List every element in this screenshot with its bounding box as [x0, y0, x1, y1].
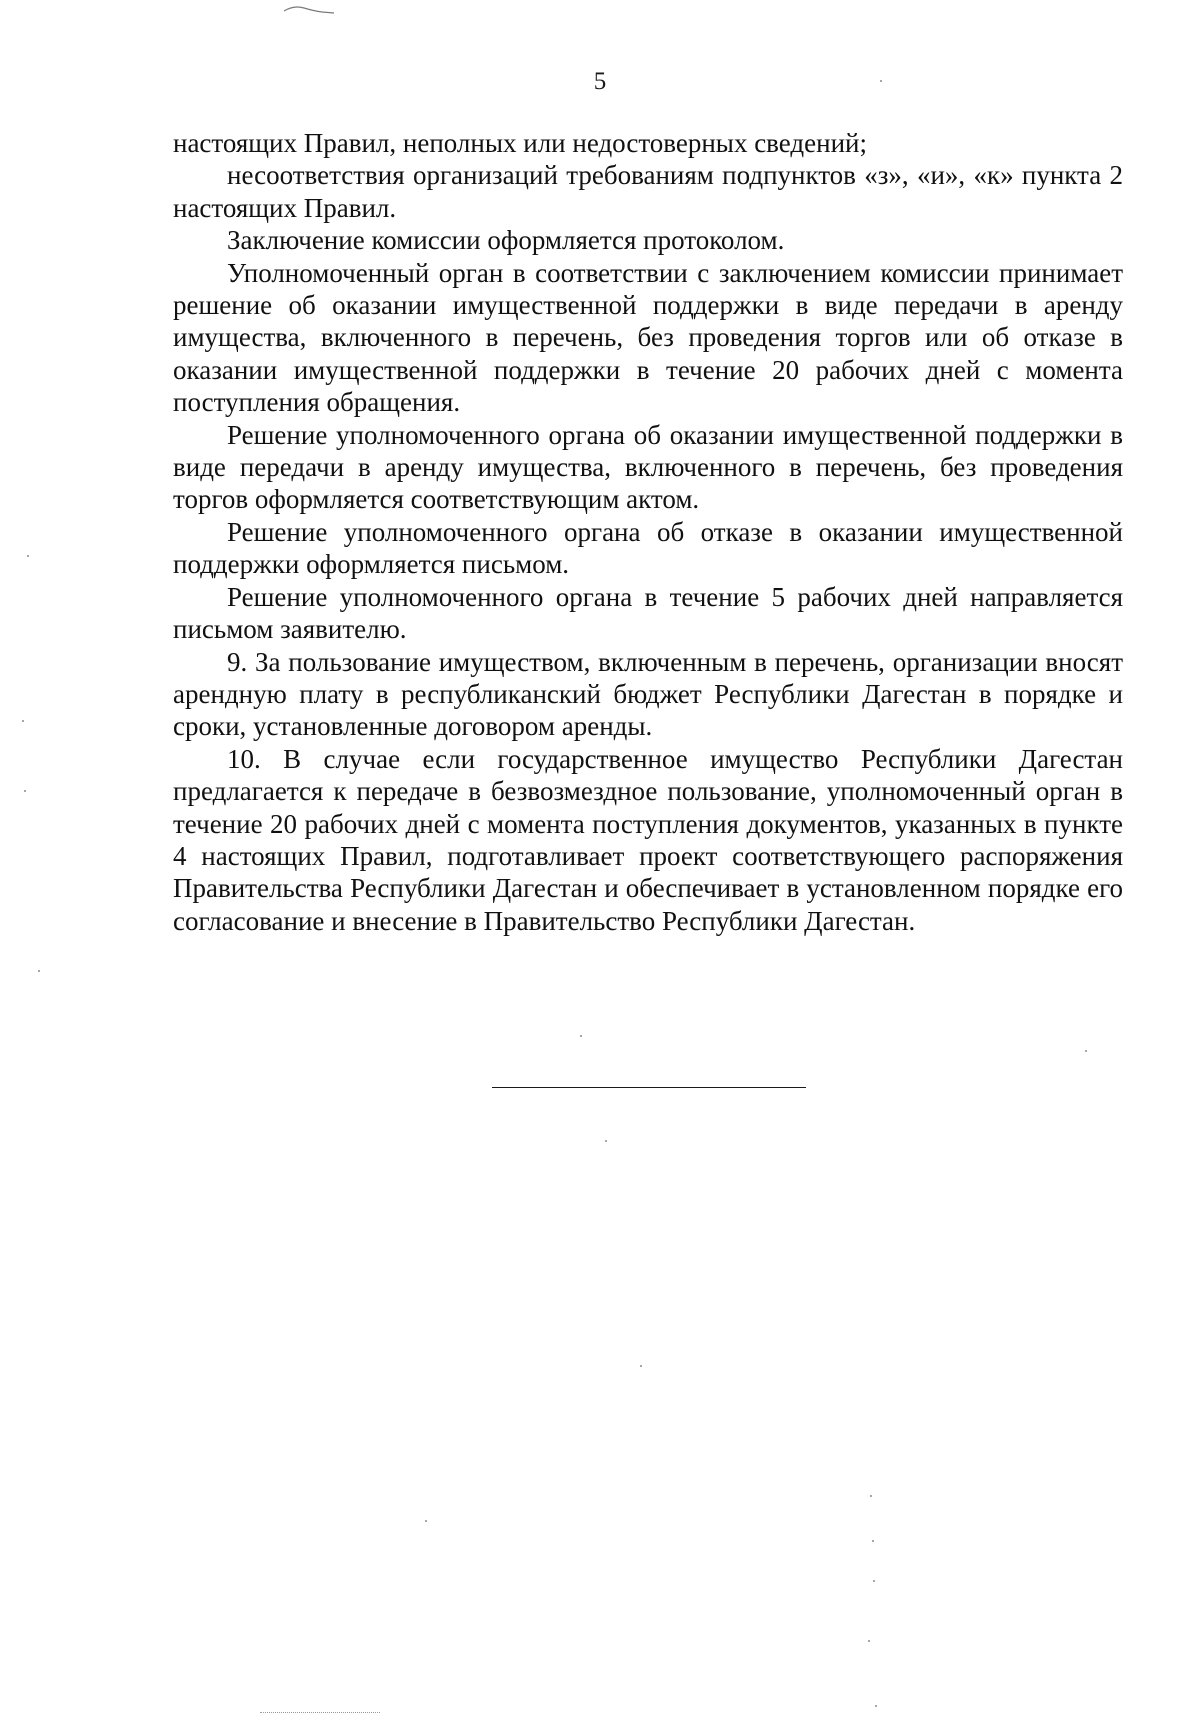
scan-speck: [425, 1520, 427, 1522]
scan-speck: [1085, 1050, 1087, 1052]
scan-speck: [27, 555, 29, 557]
scan-speck: [870, 1495, 872, 1497]
paragraph-6: Решение уполномоченного органа об отказе в оказании имущественной поддержки оформляется письмом.: [173, 516, 1123, 580]
paragraph-3: Заключение комиссии оформляется протоколом.: [227, 225, 785, 256]
paragraph-1: настоящих Правил, неполных или недостоверных сведений;: [173, 128, 867, 158]
scan-speck: [640, 1365, 642, 1367]
closing-rule: [492, 1087, 806, 1088]
paragraph-5: Решение уполномоченного органа об оказании имущественной поддержки в виде передачи в аренду имущества, включенного в перечень, без проведения торгов оформляется соответствующим актом.: [173, 419, 1123, 515]
paragraph-4: Уполномоченный орган в соответствии с заключением комиссии принимает решение об оказании имущественной поддержки в виде передачи в аренду имущества, включенного в перечень, без проведения торгов или об отказе в оказании имущественной поддержки в течение 20 рабочих дней с момента поступления обращения.: [173, 257, 1123, 418]
scan-speck: [22, 720, 24, 722]
scan-speck: [873, 1580, 875, 1582]
scan-speck: [24, 790, 26, 792]
scan-speck: [872, 1540, 874, 1542]
scan-speck: [38, 970, 40, 972]
paragraph-9: 10. В случае если государственное имущество Республики Дагестан предлагается к передаче в безвозмездное пользование, уполномоченный орган в течение 20 рабочих дней с момента поступления документов, указанных в пункте 4 настоящих Правил, подготавливает проект соответствующего распоряжения Правительства Республики Дагестан и обеспечивает в установленном порядке его согласование и внесение в Правительство Республики Дагестан.: [173, 743, 1123, 936]
scan-speck: [605, 1140, 607, 1142]
scan-speck: [880, 80, 882, 82]
paragraph-8: 9. За пользование имуществом, включенным в перечень, организации вносят арендную плату в республиканский бюджет Республики Дагестан в порядке и сроки, установленные договором аренды.: [173, 646, 1123, 742]
scan-speck: [875, 1705, 877, 1707]
scan-speck: [868, 1640, 870, 1642]
page-number: 5: [593, 68, 607, 95]
scan-artifact-edge: [260, 1712, 380, 1713]
document-body: [173, 127, 1123, 937]
paragraph-7: Решение уполномоченного органа в течение 5 рабочих дней направляется письмом заявителю.: [173, 581, 1123, 645]
scan-artifact-mark: [282, 3, 337, 15]
paragraph-2: несоответствия организаций требованиям подпунктов «з», «и», «к» пункта 2 настоящих Правил.: [173, 160, 1123, 223]
scan-speck: [580, 1035, 582, 1037]
